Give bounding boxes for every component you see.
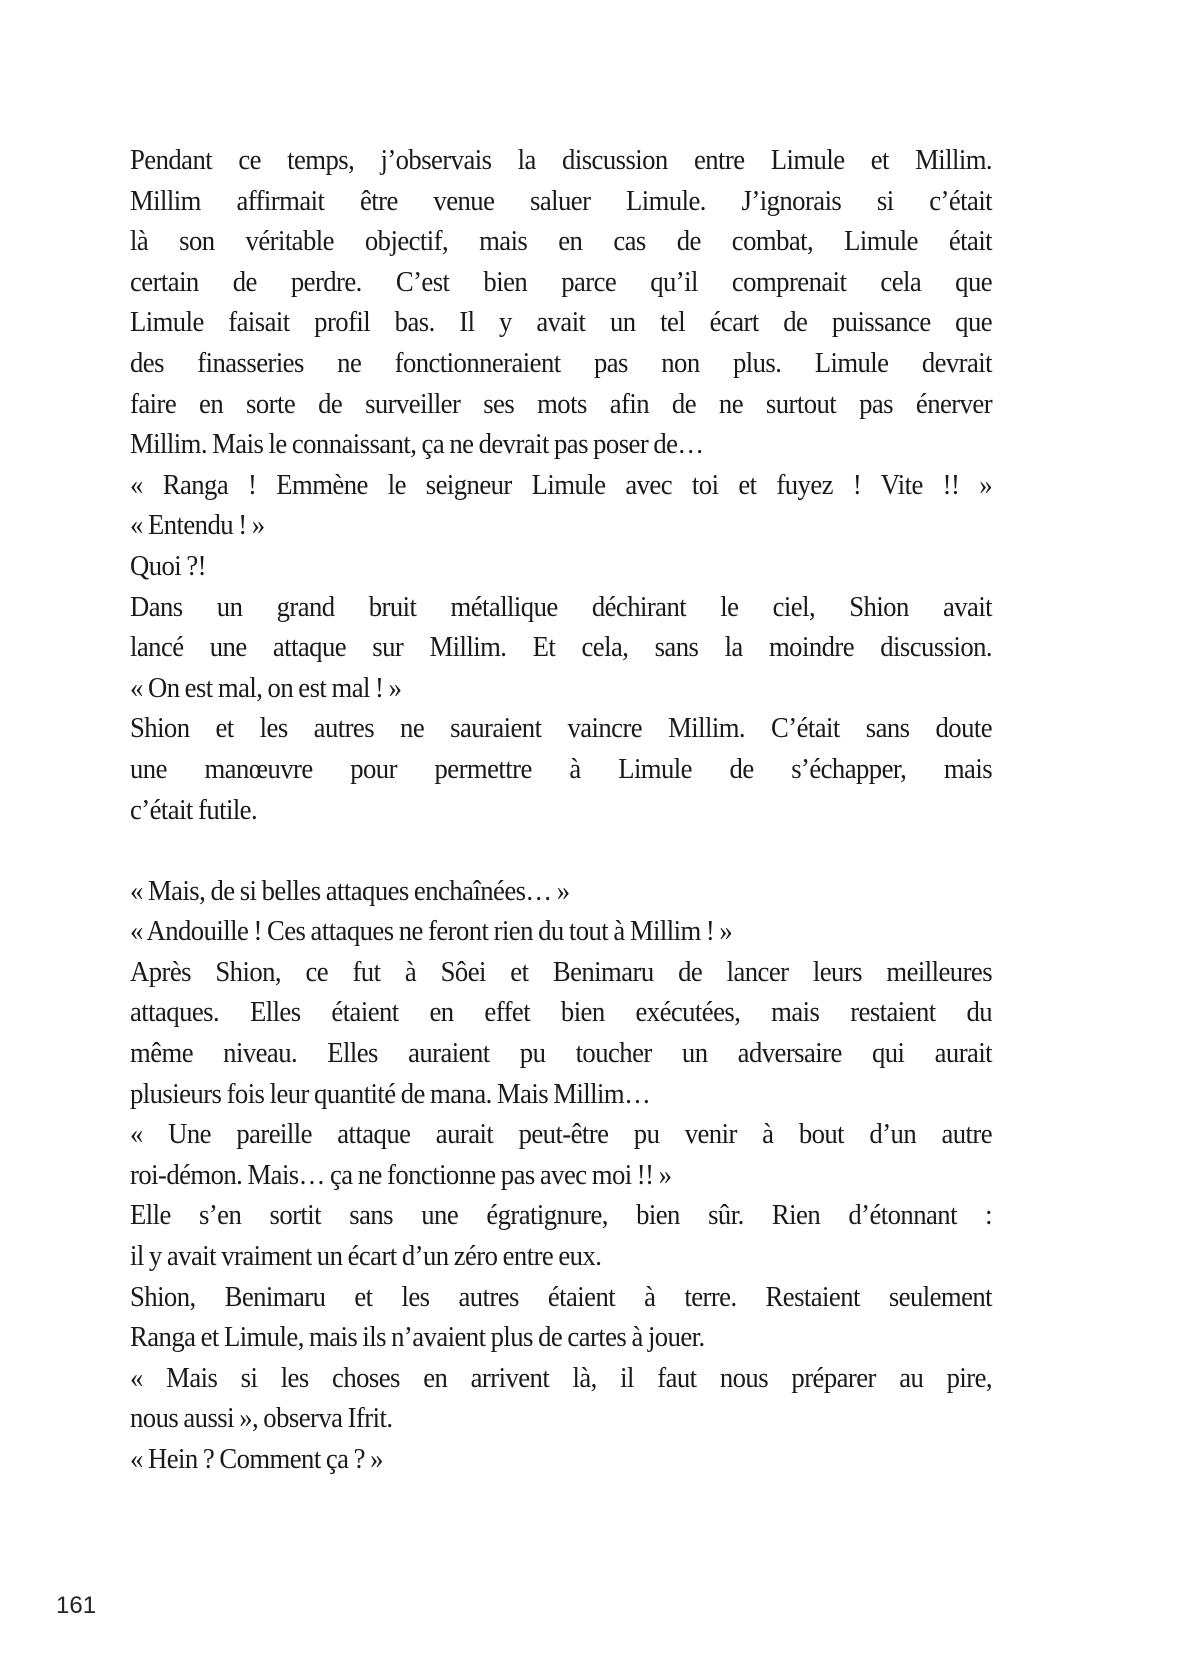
text-line: lancé une attaque sur Millim. Et cela, sans la moindre discussion. bbox=[130, 631, 993, 664]
text-line: « Ranga ! Emmène le seigneur Limule avec toi et fuyez ! Vite !! » bbox=[130, 468, 993, 501]
text-line: là son véritable objectif, mais en cas de combat, Limule était bbox=[130, 225, 993, 258]
text-line: Quoi ?! bbox=[130, 549, 206, 582]
text-line: Après Shion, ce fut à Sôei et Benimaru de lancer leurs meilleures bbox=[130, 955, 993, 988]
text-line: c’était futile. bbox=[130, 793, 258, 826]
text-line: des finasseries ne fonctionneraient pas non plus. Limule devrait bbox=[130, 346, 993, 379]
text-line: Elle s’en sortit sans une égratignure, bien sûr. Rien d’étonnant : bbox=[130, 1199, 993, 1232]
text-line: « Mais, de si belles attaques enchaînées… » bbox=[130, 874, 570, 907]
text-line: Ranga et Limule, mais ils n’avaient plus de cartes à jouer. bbox=[130, 1321, 705, 1354]
text-line: attaques. Elles étaient en effet bien exécutées, mais restaient du bbox=[130, 996, 993, 1029]
text-line: même niveau. Elles auraient pu toucher un adversaire qui aurait bbox=[130, 1037, 993, 1070]
text-line: Shion et les autres ne sauraient vaincre Millim. C’était sans doute bbox=[130, 712, 993, 745]
text-line: roi-démon. Mais… ça ne fonctionne pas avec moi !! » bbox=[130, 1158, 672, 1191]
text-line: Limule faisait profil bas. Il y avait un tel écart de puissance que bbox=[130, 306, 993, 339]
text-line: faire en sorte de surveiller ses mots afin de ne surtout pas énerver bbox=[130, 387, 993, 420]
text-line: nous aussi », observa Ifrit. bbox=[130, 1402, 393, 1435]
blank-line bbox=[130, 830, 923, 871]
text-line: Shion, Benimaru et les autres étaient à terre. Restaient seulement bbox=[130, 1280, 993, 1313]
text-line: « Une pareille attaque aurait peut-être pu venir à bout d’un autre bbox=[130, 1118, 993, 1151]
page-number: 161 bbox=[56, 1592, 97, 1619]
text-line: « On est mal, on est mal ! » bbox=[130, 671, 402, 704]
text-line: « Hein ? Comment ça ? » bbox=[130, 1443, 383, 1475]
page-text-body bbox=[130, 140, 993, 1480]
text-line: plusieurs fois leur quantité de mana. Mais Millim… bbox=[130, 1077, 651, 1110]
text-line: certain de perdre. C’est bien parce qu’il comprenait cela que bbox=[130, 265, 993, 298]
text-line: une manœuvre pour permettre à Limule de s’échapper, mais bbox=[130, 752, 993, 785]
text-line: Millim affirmait être venue saluer Limule. J’ignorais si c’était bbox=[130, 184, 993, 217]
text-line: Millim. Mais le connaissant, ça ne devrait pas poser de… bbox=[130, 428, 704, 461]
text-line: « Mais si les choses en arrivent là, il faut nous préparer au pire, bbox=[130, 1361, 993, 1394]
text-line: il y avait vraiment un écart d’un zéro entre eux. bbox=[130, 1240, 602, 1273]
text-line: Dans un grand bruit métallique déchirant le ciel, Shion avait bbox=[130, 590, 993, 623]
text-line: Pendant ce temps, j’observais la discussion entre Limule et Millim. bbox=[130, 144, 993, 176]
text-line: « Andouille ! Ces attaques ne feront rien du tout à Millim ! » bbox=[130, 915, 733, 948]
text-line: « Entendu ! » bbox=[130, 509, 265, 542]
